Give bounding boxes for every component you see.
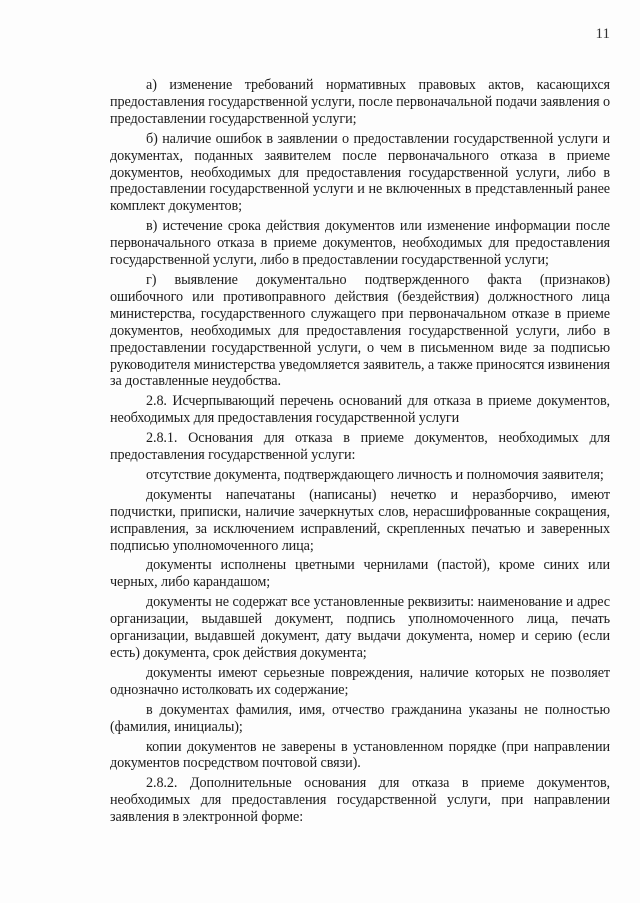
section-2-8-1: 2.8.1. Основания для отказа в приеме документов, необходимых для предоставления государственной услуги:	[110, 430, 610, 464]
page-number: 11	[595, 26, 610, 42]
list-item: документы напечатаны (написаны) нечетко и неразборчиво, имеют подчистки, приписки, наличие зачеркнутых слов, нерасшифрованные сокращения, исправления, за исключением исправлений, скрепленных печатью и заверенных подписью уполномоченного лица;	[110, 486, 610, 554]
list-item: в документах фамилия, имя, отчество гражданина указаны не полностью (фамилия, инициалы);	[110, 701, 610, 735]
list-item: копии документов не заверены в установленном порядке (при направлении документов посредством почтовой связи).	[110, 738, 610, 772]
list-item: документы исполнены цветными чернилами (пастой), кроме синих или черных, либо карандашом;	[110, 557, 610, 591]
paragraph-v: в) истечение срока действия документов или изменение информации после первоначального отказа в приеме документов, необходимых для предоставления государственной услуги, либо в предоставлении государственной услуги;	[110, 218, 610, 269]
list-item: отсутствие документа, подтверждающего личность и полномочия заявителя;	[146, 466, 604, 483]
section-2-8-2: 2.8.2. Дополнительные основания для отказа в приеме документов, необходимых для предоставления государственной услуги, при направлении заявления в электронной форме:	[110, 775, 610, 826]
paragraph-b: б) наличие ошибок в заявлении о предоставлении государственной услуги и документах, поданных заявителем после первоначального отказа в приеме документов, необходимых для предоставления государственной услуги, либо в предоставлении государственной услуги и не включенных в представленный ранее комплект документов;	[110, 130, 610, 215]
paragraph-a: а) изменение требований нормативных правовых актов, касающихся предоставления государственной услуги, после первоначальной подачи заявления о предоставлении государственной услуги;	[110, 77, 610, 127]
paragraph-g: г) выявление документально подтвержденного факта (признаков) ошибочного или противоправного действия (бездействия) должностного лица министерства, государственного служащего при первоначальном отказе в приеме документов, необходимых для предоставления государственной услуги, либо в предоставлении государственной услуги, о чем в письменном виде за подписью руководителя министерства уведомляется заявитель, а также приносятся извинения за доставленные неудобства.	[110, 271, 610, 390]
section-2-8: 2.8. Исчерпывающий перечень оснований для отказа в приеме документов, необходимых для предоставления государственной услуги	[110, 393, 610, 427]
document-body	[110, 77, 610, 829]
list-item: документы не содержат все установленные реквизиты: наименование и адрес организации, выдавшей документ, подпись уполномоченного лица, печать организации, выдавшей документ, дату выдачи документа, номер и серию (если есть) документа, срок действия документа;	[110, 594, 610, 661]
list-item: документы имеют серьезные повреждения, наличие которых не позволяет однозначно истолковать их содержание;	[110, 664, 610, 698]
